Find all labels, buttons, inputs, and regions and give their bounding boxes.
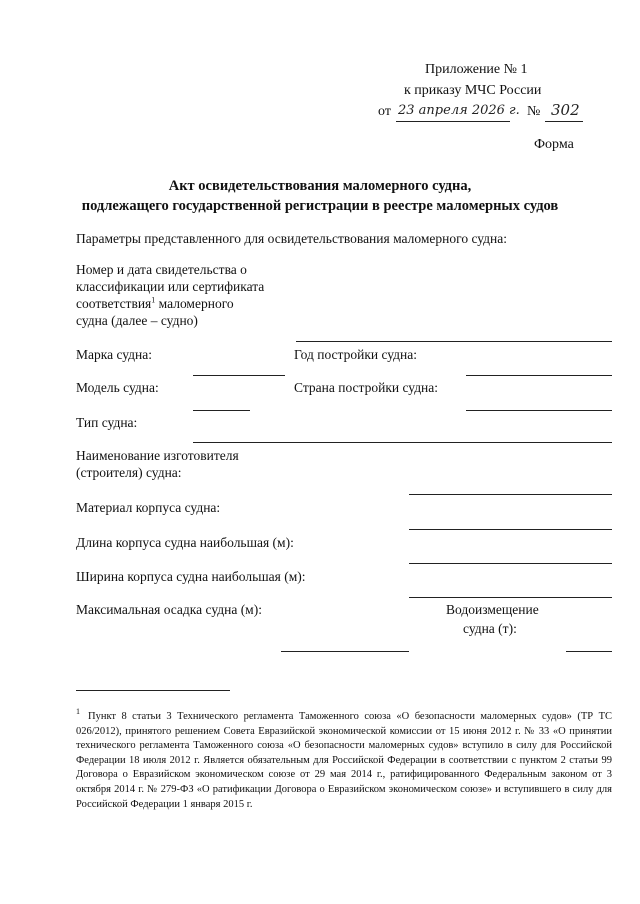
cert-label-line4: судна (далее – судно) [76,313,198,328]
displacement-label-line1: Водоизмещение [446,602,539,617]
displacement-blank [566,651,612,652]
number-prefix: № [527,104,541,119]
brand-blank [193,375,285,376]
hull-length-blank [409,563,612,564]
build-year-blank [466,375,612,376]
cert-label-text-cont: маломерного [155,296,234,311]
appendix-label: Приложение № 1 [425,62,528,77]
hull-material-blank [409,529,612,530]
cert-label-text: соответствия [76,296,152,311]
manufacturer-label-line1: Наименование изготовителя [76,448,239,463]
date-prefix: от [378,104,391,119]
max-draft-blank [281,651,409,652]
footnote-separator [76,690,230,691]
hull-length-label: Длина корпуса судна наибольшая (м): [76,535,294,550]
type-label: Тип судна: [76,415,138,430]
hull-material-label: Материал корпуса судна: [76,500,221,515]
form-label: Форма [534,137,574,152]
build-year-label: Год постройки судна: [294,347,418,362]
document-title-line2: подлежащего государственной регистрации в реестре маломерных судов [81,198,559,214]
handwritten-date: 23 апреля 2026 г. [398,103,520,118]
cert-label-line1: Номер и дата свидетельства о [76,262,247,277]
hull-width-label: Ширина корпуса судна наибольшая (м): [76,569,306,584]
cert-blank [296,341,612,342]
type-blank [193,442,612,443]
footnote-text: Пункт 8 статьи 3 Технического регламента Таможенного союза «О безопасности маломерных судов» (ТР ТС 026/2012), принятого решением Совета Евразийской экономической комиссии от 15 июня 2012 г. № 33 «О принятии технического регламента Таможенного союза «О безопасности маломерных судов» вступило в силу для Российской Федерации 18 июля 2012 г. Является обязательным для Российской Федерации в соответствии с пунктом 2 статьи 99 Договора о Евразийском экономическом союзе от 29 мая 2014 г., ратифицированного Федеральным законом от 3 октября 2014 г. № 279-ФЗ «О ратификации Договора о Евразийском экономическом союзе» и вступившего в силу для Российской Федерации 1 января 2015 г. [76,711,612,810]
number-underline [545,121,583,122]
document-title-line1: Акт освидетельствования маломерного судна, [168,178,472,194]
handwritten-number: 302 [551,101,580,119]
model-blank [193,410,250,411]
model-label: Модель судна: [76,380,159,395]
order-reference: к приказу МЧС России [404,83,542,98]
brand-label: Марка судна: [76,347,153,362]
params-intro: Параметры представленного для освидетельствования маломерного судна: [76,231,508,246]
cert-label-line3 [76,295,234,312]
cert-label-line2: классификации или сертификата [76,279,265,294]
build-country-label: Страна постройки судна: [294,380,439,395]
manufacturer-blank [409,494,612,495]
build-country-blank [466,410,612,411]
manufacturer-label-line2: (строителя) судна: [76,465,182,480]
date-underline [396,121,510,122]
footnote-marker: 1 [76,707,80,716]
max-draft-label: Максимальная осадка судна (м): [76,602,262,617]
footnote-reference: 1 [151,295,156,305]
hull-width-blank [409,597,612,598]
displacement-label-line2: судна (т): [463,621,517,636]
